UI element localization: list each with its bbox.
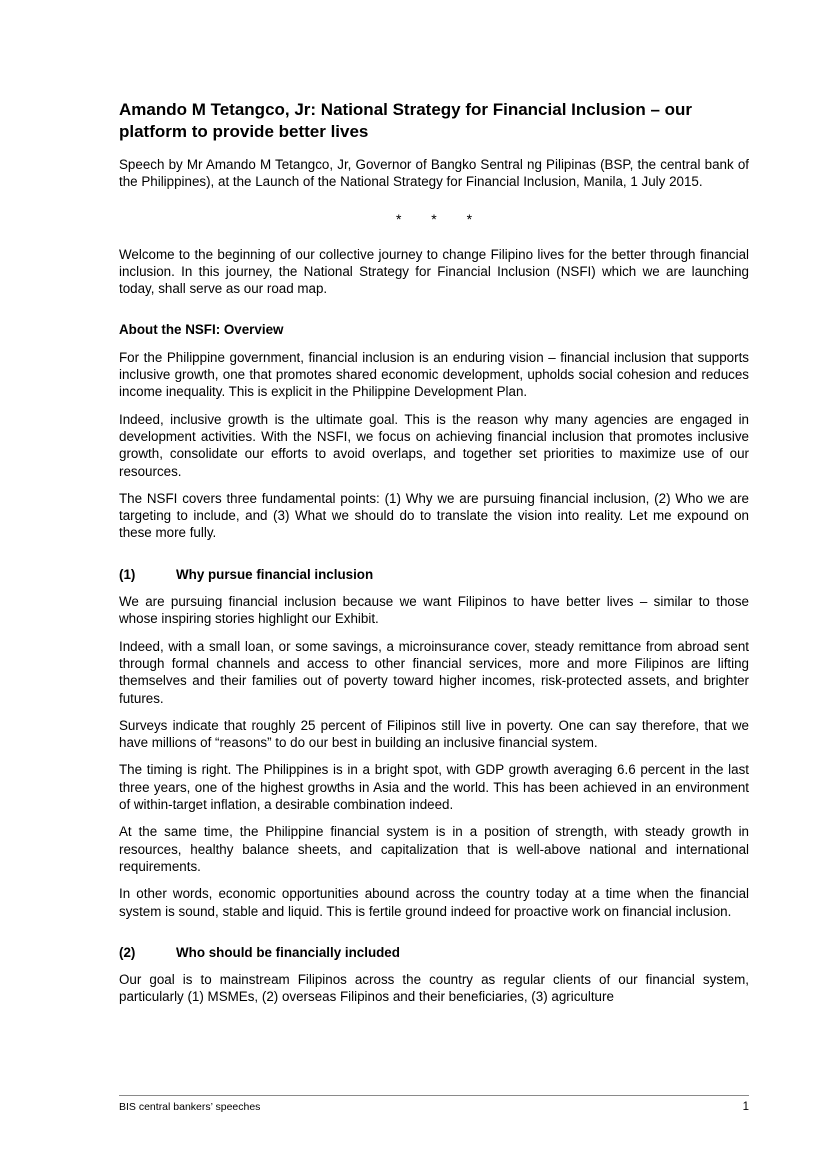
page-footer	[119, 1101, 749, 1113]
byline: Speech by Mr Amando M Tetangco, Jr, Governor of Bangko Sentral ng Pilipinas (BSP, the central bank of the Philippines), at the Launch of the National Strategy for Financial Inclusion, Manila, 1 July 2015.	[119, 157, 749, 190]
footer-text: BIS central bankers’ speeches	[119, 1101, 261, 1113]
paragraph: Indeed, with a small loan, or some savings, a microinsurance cover, steady remittance from abroad sent through formal channels and access to other financial services, more and more Filipinos are lifting themselves and their families out of poverty toward higher incomes, risk-protected assets, and brighter futures.	[119, 638, 749, 706]
paragraph: In other words, economic opportunities abound across the country today at a time when the financial system is sound, stable and liquid. This is fertile ground indeed for proactive work on financial inclusion.	[119, 886, 749, 919]
page-number: 1	[742, 1101, 749, 1113]
paragraph: The NSFI covers three fundamental points: (1) Why we are pursuing financial inclusion, (2) Who we are targeting to include, and (3) What we should do to translate the vision into reality. Let me expound on these more fully.	[119, 490, 749, 541]
paragraph: At the same time, the Philippine financial system is in a position of strength, with steady growth in resources, healthy balance sheets, and capitalization that is well-above national and international requirements.	[119, 824, 749, 874]
paragraph: The timing is right. The Philippines is in a bright spot, with GDP growth averaging 6.6 percent in the last three years, one of the highest growths in Asia and the world. This has been achieved in an environment of within-target inflation, a desirable combination indeed.	[119, 762, 749, 813]
numbered-section-heading	[119, 944, 749, 961]
paragraph: We are pursuing financial inclusion because we want Filipinos to have better lives – similar to those whose inspiring stories highlight our Exhibit.	[119, 594, 749, 627]
heading-number: (1)	[119, 566, 136, 582]
heading-text: Who should be financially included	[176, 944, 400, 960]
paragraph: Our goal is to mainstream Filipinos across the country as regular clients of our financial system, particularly (1) MSMEs, (2) overseas Filipinos and their beneficiaries, (3) agriculture	[119, 972, 749, 1005]
paragraph: For the Philippine government, financial inclusion is an enduring vision – financial inclusion that supports inclusive growth, one that promotes shared economic development, upholds social cohesion and reduces income inequality. This is explicit in the Philippine Development Plan.	[119, 349, 749, 400]
document-body	[119, 246, 749, 1006]
section-separator: * * *	[395, 210, 473, 227]
paragraph: Welcome to the beginning of our collective journey to change Filipino lives for the better through financial inclusion. In this journey, the National Strategy for Financial Inclusion (NSFI) which we are launching today, shall serve as our road map.	[119, 246, 749, 297]
section-heading: About the NSFI: Overview	[119, 322, 284, 338]
paragraph: Surveys indicate that roughly 25 percent of Filipinos still live in poverty. One can say therefore, that we have millions of “reasons” to do our best in building an inclusive financial system.	[119, 717, 749, 751]
numbered-section-heading	[119, 566, 749, 583]
page-title: Amando M Tetangco, Jr: National Strategy for Financial Inclusion – our platform to provide better lives	[119, 100, 693, 141]
heading-text: Why pursue financial inclusion	[176, 566, 374, 582]
paragraph: Indeed, inclusive growth is the ultimate goal. This is the reason why many agencies are engaged in development activities. With the NSFI, we focus on achieving financial inclusion that promotes inclusive growth, consolidate our efforts to avoid overlaps, and together set priorities to maximize use of our resources.	[119, 411, 749, 479]
heading-number: (2)	[119, 944, 136, 960]
document-content	[119, 99, 749, 1016]
footer-divider	[119, 1095, 749, 1096]
